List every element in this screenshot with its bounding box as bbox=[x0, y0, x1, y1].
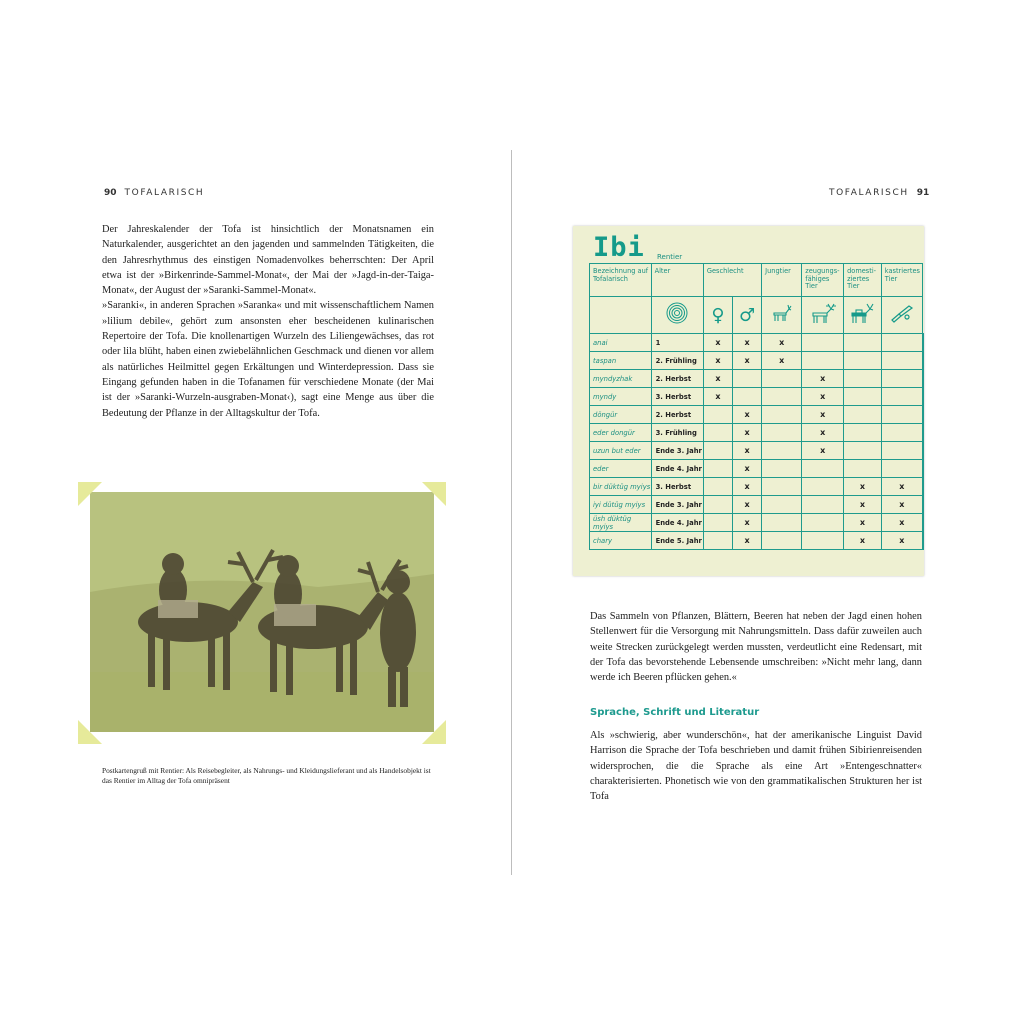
mark-cell: x bbox=[802, 406, 844, 424]
mark-cell bbox=[802, 352, 844, 370]
mark-cell bbox=[762, 460, 802, 478]
right-page-number: 91 bbox=[916, 188, 930, 198]
header-cell: Geschlecht bbox=[703, 264, 761, 297]
mark-cell bbox=[844, 460, 882, 478]
right-paragraph-1: Das Sammeln von Pflanzen, Blättern, Beeren hat neben der Jagd einen hohen Stellenwert für die Versorgung mit Nahrungsmitteln. Dass dafür zuweilen auch weite Strecken zurückgelegt werden mussten, verdeutlicht eine Redensart, mit der Tofa das bevorstehende Lebensende umschreiben: »Nicht mehr lang, dann werde ich Beeren pflücken gehen.« bbox=[590, 611, 922, 684]
breeding-reindeer-icon bbox=[802, 297, 844, 334]
mark-cell: x bbox=[802, 442, 844, 460]
mark-cell: x bbox=[762, 334, 802, 352]
mark-cell bbox=[762, 388, 802, 406]
age-cell: 3. Herbst bbox=[651, 478, 703, 496]
paragraph: Der Jahreskalender der Tofa ist hinsichtlich der Monatsnamen ein Naturkalender, ausgerichtet an den jagenden und sammelnden Tätigkeiten, die den Jahresrhythmus des einstigen Nomadenvolkes beherrschten: Der April etwa ist der »Birkenrinde-Sammel-Monat«, der Mai der »Jagd-in-der-Taiga-Monat«, der August der »Saranki-Sammel-Monat«. bbox=[102, 224, 434, 297]
mark-cell bbox=[703, 496, 732, 514]
mark-cell bbox=[762, 478, 802, 496]
mark-cell bbox=[923, 388, 924, 406]
age-cell: Ende 5. Jahr bbox=[651, 532, 703, 550]
page-gutter bbox=[511, 150, 512, 875]
tree-rings-icon bbox=[651, 297, 703, 334]
reindeer-table-card bbox=[573, 226, 924, 576]
table-row bbox=[590, 334, 924, 352]
mark-cell bbox=[802, 532, 844, 550]
young-reindeer-icon bbox=[762, 297, 802, 334]
age-cell: 3. Frühling bbox=[651, 424, 703, 442]
age-cell: Ende 3. Jahr bbox=[651, 496, 703, 514]
mark-cell bbox=[762, 406, 802, 424]
age-cell: 2. Herbst bbox=[651, 406, 703, 424]
mark-cell: x bbox=[703, 370, 732, 388]
mark-cell bbox=[881, 424, 922, 442]
table-row bbox=[590, 442, 924, 460]
table-row bbox=[590, 496, 924, 514]
table-subtitle: Rentier bbox=[657, 253, 683, 261]
table-row bbox=[590, 352, 924, 370]
mark-cell: x bbox=[881, 532, 922, 550]
mark-cell: x bbox=[732, 478, 761, 496]
left-running-title: TOFALARISCH bbox=[124, 188, 205, 198]
table-row bbox=[590, 388, 924, 406]
mark-cell bbox=[923, 478, 924, 496]
mark-cell: x bbox=[703, 388, 732, 406]
mark-cell bbox=[802, 496, 844, 514]
mark-cell: x bbox=[802, 424, 844, 442]
term-cell: chary bbox=[590, 532, 652, 550]
mark-cell: x bbox=[844, 478, 882, 496]
term-cell: taspan bbox=[590, 352, 652, 370]
term-cell: anai bbox=[590, 334, 652, 352]
table-row bbox=[590, 406, 924, 424]
mark-cell bbox=[881, 388, 922, 406]
mark-cell: x bbox=[762, 352, 802, 370]
table-header-row bbox=[590, 264, 924, 297]
reindeer-photo bbox=[78, 482, 446, 744]
mark-cell: x bbox=[732, 334, 761, 352]
mark-cell bbox=[762, 424, 802, 442]
empty-cell bbox=[590, 297, 652, 334]
header-cell: Alter bbox=[651, 264, 703, 297]
mark-cell bbox=[703, 442, 732, 460]
mark-cell bbox=[923, 496, 924, 514]
male-symbol-icon: ♂ bbox=[732, 297, 761, 334]
mark-cell bbox=[844, 352, 882, 370]
mark-cell: x bbox=[844, 496, 882, 514]
mark-cell: x bbox=[732, 460, 761, 478]
mark-cell: x bbox=[732, 406, 761, 424]
mark-cell bbox=[762, 514, 802, 532]
table-row bbox=[590, 532, 924, 550]
table-icon-row bbox=[590, 297, 924, 334]
header-cell: domesti-ziertes Tier bbox=[844, 264, 882, 297]
mark-cell: x bbox=[703, 334, 732, 352]
mark-cell bbox=[923, 370, 924, 388]
age-cell: 3. Herbst bbox=[651, 388, 703, 406]
mark-cell: x bbox=[732, 442, 761, 460]
term-cell: iyi dütüg myiys bbox=[590, 496, 652, 514]
section-heading: Sprache, Schrift und Literatur bbox=[590, 707, 760, 718]
age-cell: 2. Frühling bbox=[651, 352, 703, 370]
mark-cell bbox=[881, 406, 922, 424]
mark-cell: x bbox=[802, 388, 844, 406]
mark-cell bbox=[762, 532, 802, 550]
castration-knife-icon bbox=[881, 297, 922, 334]
term-cell: uzun but eder bbox=[590, 442, 652, 460]
table-title: Ibi bbox=[593, 232, 645, 263]
mark-cell: x bbox=[844, 532, 882, 550]
mark-cell bbox=[802, 334, 844, 352]
mark-cell bbox=[881, 442, 922, 460]
table-row bbox=[590, 514, 924, 532]
mark-cell bbox=[703, 478, 732, 496]
mark-cell bbox=[732, 370, 761, 388]
mark-cell: x bbox=[703, 352, 732, 370]
mark-cell bbox=[802, 514, 844, 532]
mark-cell: x bbox=[732, 532, 761, 550]
mark-cell bbox=[802, 478, 844, 496]
left-running-head bbox=[96, 188, 204, 198]
mark-cell bbox=[923, 406, 924, 424]
mark-cell bbox=[802, 460, 844, 478]
mark-cell bbox=[762, 442, 802, 460]
mark-cell bbox=[923, 460, 924, 478]
mark-cell bbox=[923, 424, 924, 442]
mark-cell: x bbox=[732, 496, 761, 514]
paragraph: »Saranki«, in anderen Sprachen »Saranka« und mit wissenschaftlichem Namen »lilium debile«, gehört zum ansonsten eher bescheidenen kulinarischen Repertoire der Tofa. Die knollenartigen Wurzeln des Liliengewächses, das rot oder lila blüht, haben einen zwiebelähnlichen Geschmack und dienen vor allem als natürliches Heilmittel gegen Erkältungen und Winterdepression. Dass sie Eingang gefunden haben in die Tofanamen für verschiedene Monate (der Mai ist der »Saranki-Wurzeln-ausgraben-Monat‹), sagt eine Menge aus über die Bedeutung der Pflanze in der Alltagskultur der Tofa. bbox=[102, 300, 434, 419]
term-cell: myndy bbox=[590, 388, 652, 406]
mark-cell bbox=[703, 532, 732, 550]
table-row bbox=[590, 370, 924, 388]
age-cell: Ende 4. Jahr bbox=[651, 514, 703, 532]
mark-cell bbox=[703, 406, 732, 424]
term-cell: bir düktüg myiys bbox=[590, 478, 652, 496]
mark-cell bbox=[762, 496, 802, 514]
mark-cell: x bbox=[732, 514, 761, 532]
mark-cell: x bbox=[732, 424, 761, 442]
right-running-head bbox=[829, 188, 937, 198]
mark-cell: x bbox=[844, 514, 882, 532]
domesticated-reindeer-icon bbox=[844, 297, 882, 334]
mark-cell: x bbox=[881, 496, 922, 514]
right-running-title: TOFALARISCH bbox=[829, 188, 909, 198]
mark-cell bbox=[844, 406, 882, 424]
right-paragraph-2: Als »schwierig, aber wunderschön«, hat der amerikanische Linguist David Harrison die Sprache der Tofa beschrieben und damit frühen Sibirienreisenden widersprochen, die die Sprache als eine Art »Entengeschnatter« charakterisierten. Phonetisch wie von den grammatikalischen Strukturen her ist Tofa bbox=[590, 730, 922, 803]
mark-cell bbox=[881, 460, 922, 478]
header-cell: zeugungs-fähiges Tier bbox=[802, 264, 844, 297]
mark-cell bbox=[923, 334, 924, 352]
mark-cell bbox=[844, 442, 882, 460]
term-cell: eder dongür bbox=[590, 424, 652, 442]
photo-caption: Postkartengruß mit Rentier: Als Reisebegleiter, als Nahrungs- und Kleidungslieferant und als Handelsobjekt ist das Rentier im Alltag der Tofa omnipräsent bbox=[102, 766, 431, 785]
left-page-number: 90 bbox=[104, 188, 117, 198]
header-cell: Jungtier bbox=[762, 264, 802, 297]
mark-cell bbox=[844, 424, 882, 442]
mark-cell bbox=[881, 334, 922, 352]
term-cell: myndyzhak bbox=[590, 370, 652, 388]
mark-cell bbox=[844, 388, 882, 406]
mark-cell bbox=[923, 532, 924, 550]
age-cell: 1 bbox=[651, 334, 703, 352]
mark-cell bbox=[881, 352, 922, 370]
table-row bbox=[590, 424, 924, 442]
female-symbol-icon: ♀ bbox=[703, 297, 732, 334]
reindeer-terms-table bbox=[589, 263, 924, 550]
mark-cell: x bbox=[881, 478, 922, 496]
mark-cell bbox=[703, 460, 732, 478]
term-cell: üsh düktüg myiys bbox=[590, 514, 652, 532]
mark-cell: x bbox=[802, 370, 844, 388]
term-cell: döngür bbox=[590, 406, 652, 424]
mark-cell bbox=[923, 514, 924, 532]
mark-cell bbox=[923, 352, 924, 370]
term-cell: eder bbox=[590, 460, 652, 478]
age-cell: 2. Herbst bbox=[651, 370, 703, 388]
age-cell: Ende 4. Jahr bbox=[651, 460, 703, 478]
header-cell: Bezeichnung auf Tofalarisch bbox=[590, 264, 652, 297]
mark-cell bbox=[844, 370, 882, 388]
header-cell: kastriertes Tier bbox=[881, 264, 922, 297]
table-row bbox=[590, 478, 924, 496]
mark-cell bbox=[923, 442, 924, 460]
mark-cell: x bbox=[732, 352, 761, 370]
mark-cell bbox=[881, 370, 922, 388]
age-cell: Ende 3. Jahr bbox=[651, 442, 703, 460]
mark-cell bbox=[703, 514, 732, 532]
mark-cell bbox=[844, 334, 882, 352]
mark-cell bbox=[703, 424, 732, 442]
mark-cell: x bbox=[881, 514, 922, 532]
mark-cell bbox=[732, 388, 761, 406]
mark-cell bbox=[762, 370, 802, 388]
left-body-text bbox=[102, 222, 434, 421]
table-row bbox=[590, 460, 924, 478]
